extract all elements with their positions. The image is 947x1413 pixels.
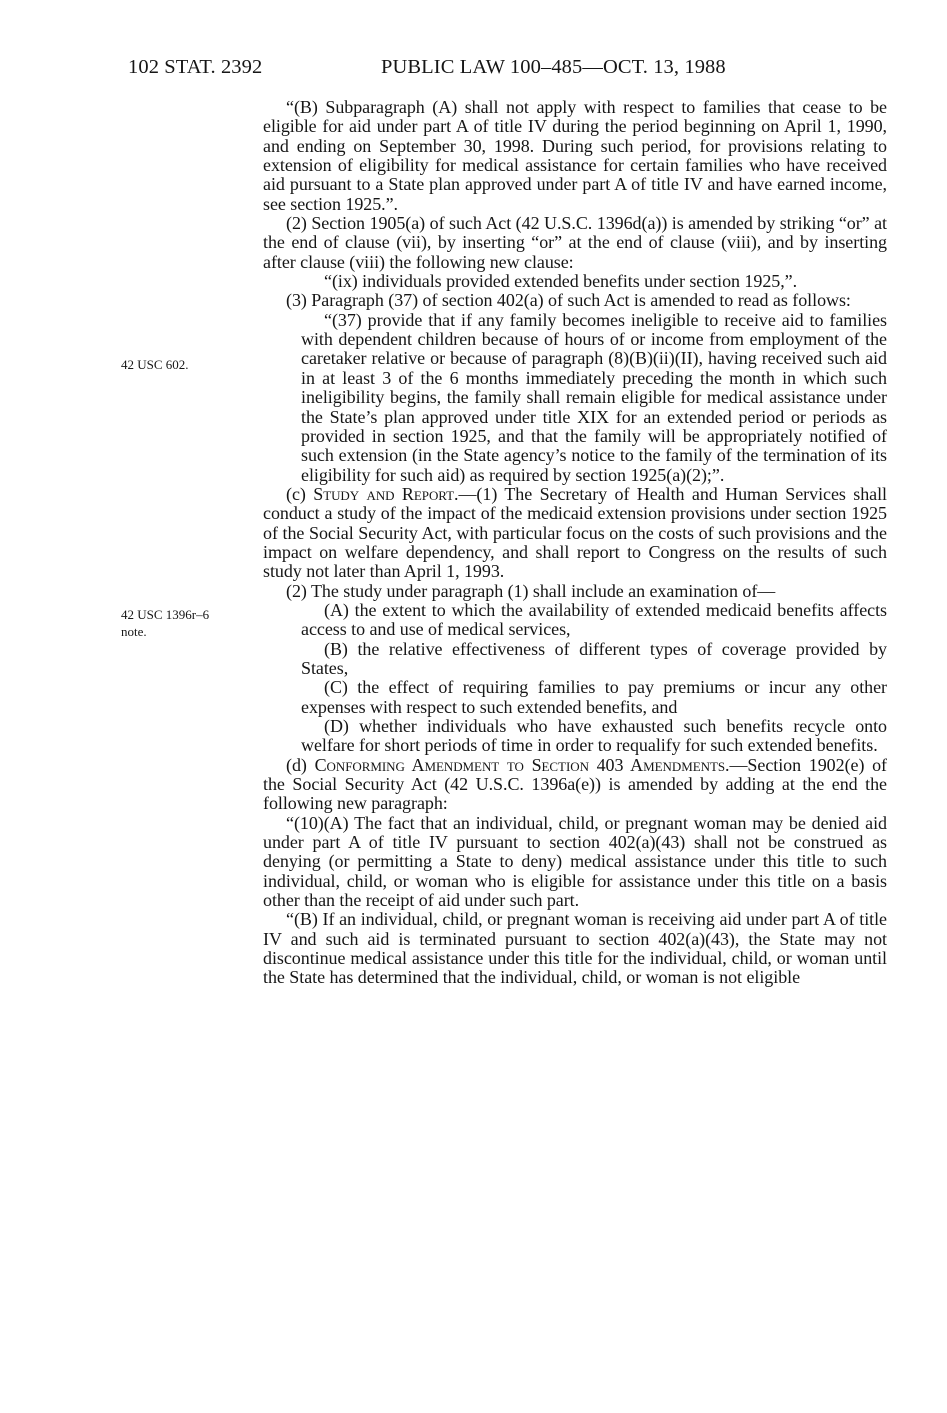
margin-note-line: note. — [121, 624, 147, 639]
subsection-d-heading: Conforming Amendment to Section 403 Amendments. — [314, 754, 730, 775]
item-b: (B) the relative effectiveness of different types of coverage provided by States, — [301, 638, 887, 678]
paragraph-2-study: (2) The study under paragraph (1) shall include an examination of— — [286, 580, 776, 601]
margin-note-42-usc-1396r6 — [121, 606, 209, 640]
margin-note-line: 42 USC 1396r–6 — [121, 607, 210, 622]
subsection-d-conforming-amendment — [263, 756, 887, 814]
subsection-d-label: (d) — [286, 754, 307, 775]
item-a: (A) the extent to which the availability of extended medicaid benefits affects access to and use of medical services, — [301, 599, 887, 640]
paragraph-2-section-1905: (2) Section 1905(a) of such Act (42 U.S.C. 1396d(a)) is amended by striking “or” at the end of clause (vii), by inserting “or” at the end of clause (viii), and by inserting after clause (viii) the following new clause: — [263, 213, 887, 272]
paragraph-3-section-402: (3) Paragraph (37) of section 402(a) of such Act is amended to read as follows: — [286, 290, 851, 311]
subsection-c-text: —(1) The Secretary of Health and Human Services shall conduct a study of the impact of the medicaid extension provisions under section 1925 of the Social Security Act, with particular focus on the costs of such provisions and the impact on welfare dependency, and shall report to Congress on the results of such study not later than April 1, 1993. — [263, 483, 888, 582]
paragraph-b-subparagraph: “(B) Subparagraph (A) shall not apply with respect to families that cease to be eligible for aid under part A of title IV during the period beginning on April 1, 1990, and ending on September 30, 1998. During such period, for provisions relating to extension of eligibility for medical assistance for certain families who have received aid pursuant to a State plan approved under part A of title IV and have earned income, see section 1925.”. — [263, 97, 887, 214]
subsection-c-study-and-report — [263, 485, 887, 582]
paragraph-10b: “(B) If an individual, child, or pregnant woman is receiving aid under part A of title IV and such aid is terminated pursuant to section 402(a)(43), the State may not discontinue medical assistance under this title for the individual, child, or woman until the State has determined that the individual, child, or woman is not eligible — [263, 909, 887, 988]
clause-ix: “(ix) individuals provided extended benefits under section 1925,”. — [324, 271, 798, 292]
item-c: (C) the effect of requiring families to pay premiums or incur any other expenses with respect to such extended benefits, and — [301, 677, 887, 717]
subsection-c-label: (c) — [286, 483, 306, 504]
public-law-citation: PUBLIC LAW 100–485—OCT. 13, 1988 — [381, 56, 726, 78]
statute-body — [263, 98, 887, 988]
margin-note-42-usc-602: 42 USC 602. — [121, 357, 189, 372]
paragraph-10a: “(10)(A) The fact that an individual, child, or pregnant woman may be denied aid under part A of title IV pursuant to section 402(a)(43) shall not be construed as denying (or permitting a State to deny) medical assistance under this title to such individual, child, or woman who is eligible for assistance under this title on a basis other than the receipt of aid under such part. — [263, 812, 887, 911]
page-header — [128, 46, 888, 82]
paragraph-37: “(37) provide that if any family becomes ineligible to receive aid to families with dependent children because of hours of or income from employment of the caretaker relative or because of paragraph (8)(B)(ii)(II), having received such aid in at least 3 of the 6 months immediately preceding the month in which such ineligibility begins, the family shall remain eligible for medical assistance under the State’s plan approved under title XIX for an extended period or periods as provided in section 1925, and that the family will be appropriately notified of such extension (in the State agency’s notice to the family of the termination of its eligibility for such aid) as required by section 1925(a)(2);”. — [301, 309, 887, 485]
stat-page-number: 102 STAT. 2392 — [128, 56, 263, 78]
subsection-d-text: —Section 1902(e) of the Social Security Act (42 U.S.C. 1396a(e)) is amended by adding at the end the following new paragraph: — [263, 754, 888, 814]
item-d: (D) whether individuals who have exhausted such benefits recycle onto welfare for short periods of time in order to requalify for such extended benefits. — [301, 716, 887, 756]
subsection-c-heading: Study and Report. — [313, 483, 459, 504]
